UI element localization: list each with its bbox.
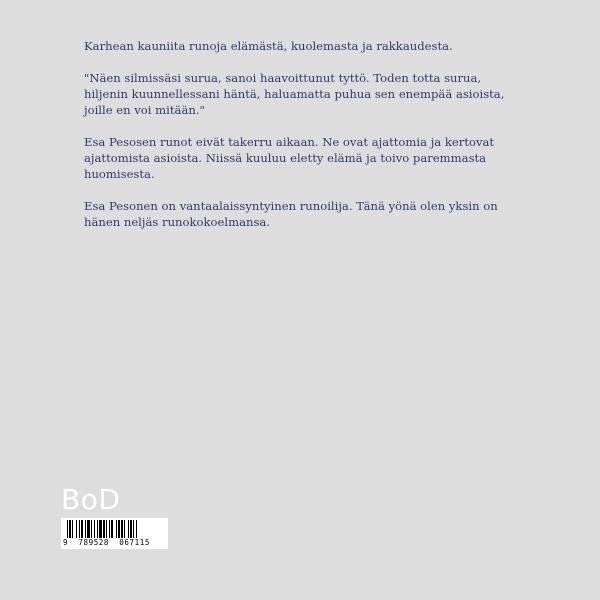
barcode-bar [69,520,71,538]
barcode-bar [85,520,86,538]
barcode-bar [109,520,110,538]
barcode-bar [99,520,102,538]
barcode-bar [118,520,120,538]
barcode-bars [67,520,162,538]
blurb-paragraph-description: Esa Pesosen runot eivät takerru aikaan. Ne ovat ajattomia ja kertovat ajattomista asioista. Niissä kuuluu eletty elämä ja toivo paremmasta huomisesta. [84,135,495,181]
barcode-bar [94,520,95,538]
barcode-bar [103,520,105,538]
barcode-bar [124,520,125,538]
blurb-paragraph-quote: "Näen silmissäsi surua, sanoi haavoittunut tyttö. Toden totta surua, hiljenin kuunnellessani häntä, haluamatta puhua sen enempää asioista, joille en voi mitään." [84,71,505,117]
barcode-bar [87,520,90,538]
barcode-bar [121,520,123,538]
barcode-bar [130,520,132,538]
barcode-bar [116,520,117,538]
blurb-paragraph-author-bio: Esa Pesonen on vantaalaissyntyinen runoilija. Tänä yönä olen yksin on hänen neljäs runokokoelmansa. [84,199,498,229]
barcode-bar [76,520,77,538]
blurb-paragraph-tagline: Karhean kauniita runoja elämästä, kuolemasta ja rakkaudesta. [84,39,453,53]
publisher-logo: BoD [61,483,121,516]
barcode-bar [79,520,80,538]
barcode-bar [133,520,134,538]
barcode-bar [91,520,92,538]
isbn-number: 9 789528 067115 [63,538,150,547]
barcode-bar [67,520,68,538]
barcode-bar [128,520,129,538]
barcode-bar [111,520,113,538]
barcode-bar [81,520,83,538]
barcode-bar [136,520,137,538]
barcode-bar [106,520,107,538]
barcode-bar [97,520,98,538]
barcode-bar [72,520,73,538]
back-cover-text [84,38,514,246]
isbn-barcode [61,518,168,549]
